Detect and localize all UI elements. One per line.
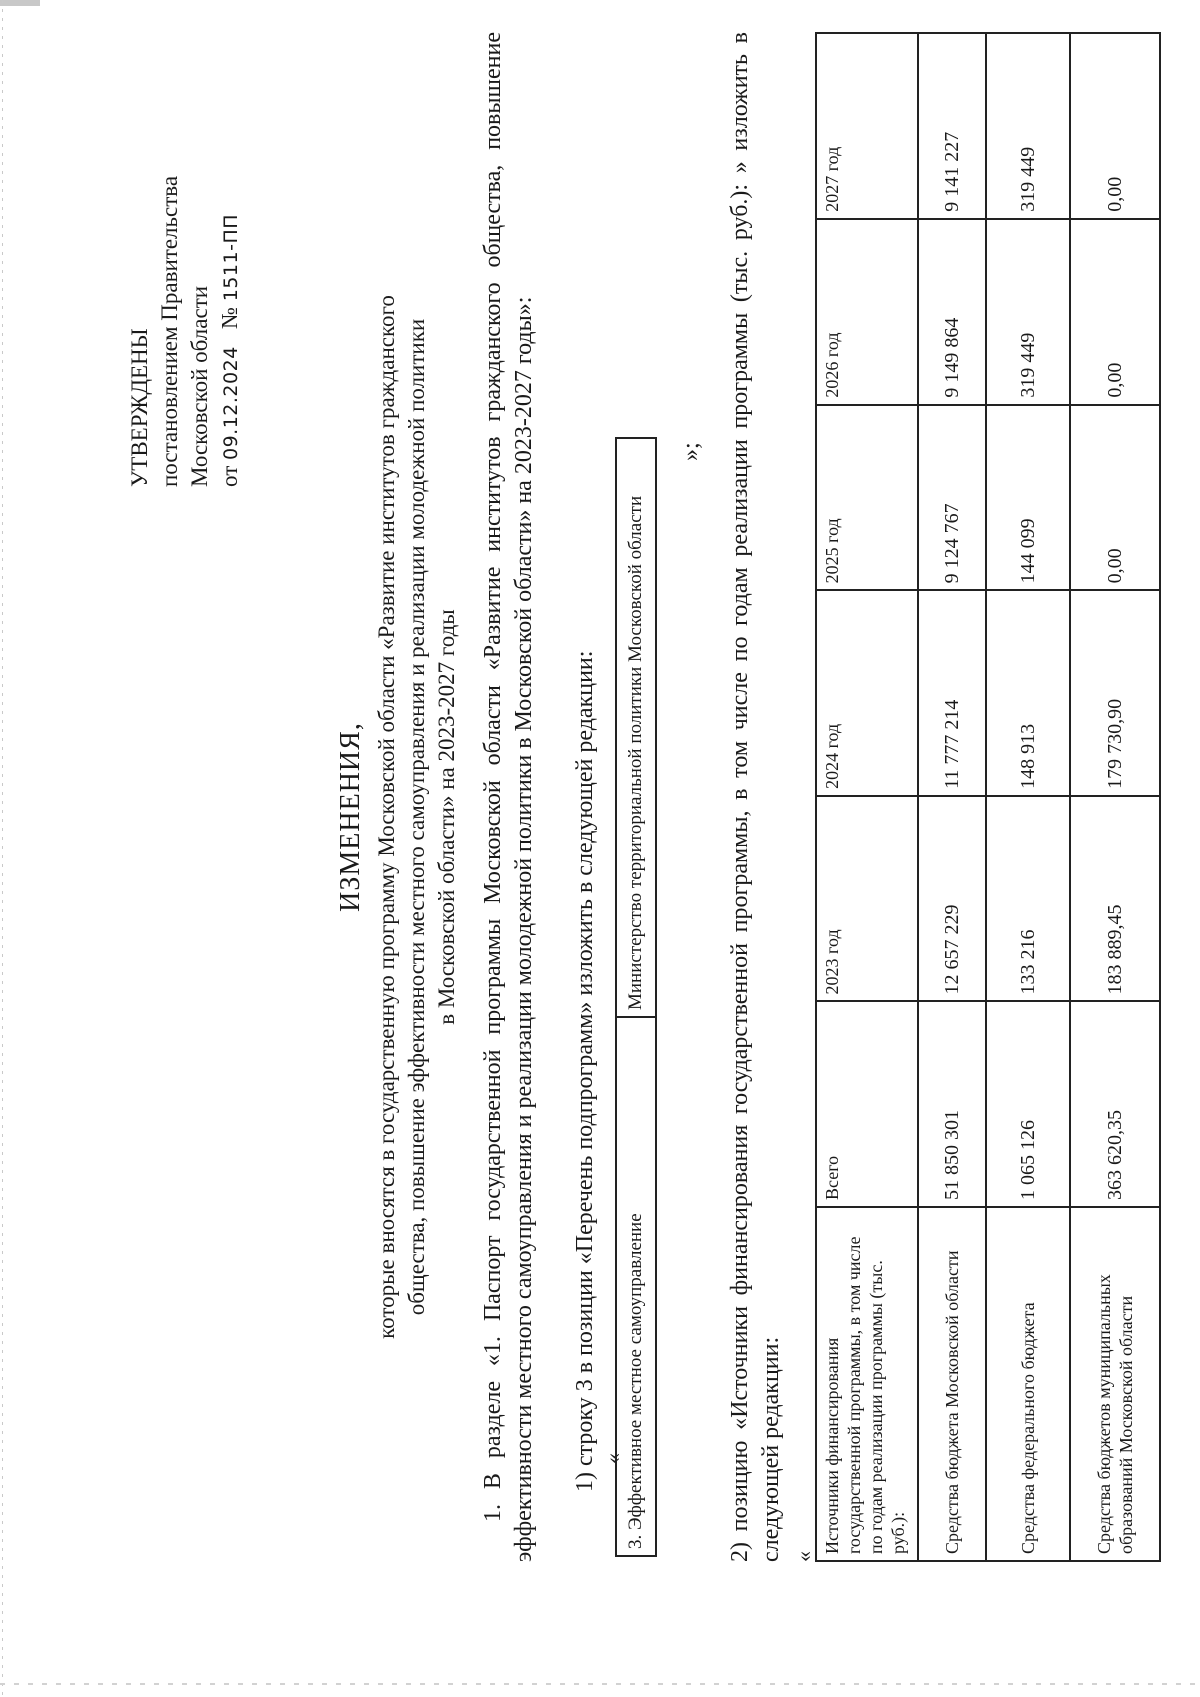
financing-table [815,32,1161,1562]
approval-line-3: Московской области [187,285,212,487]
header-total: Всего [816,1001,918,1207]
approval-line-1: УТВЕРЖДЕНЫ [127,328,152,487]
row-value-2023: 133 216 [986,796,1070,1002]
row-value-2025: 0,00 [1070,405,1160,591]
approval-line-2: постановлением Правительства [157,175,182,487]
row-value-2023: 183 889,45 [1070,796,1160,1002]
item-1-text: 1) строку 3 в позиции «Перечень подпрограмм» изложить в следующей редакции: [572,650,598,1492]
row-value-2027: 0,00 [1070,33,1160,219]
table-row [918,33,986,1561]
table-row [986,33,1070,1561]
quote-open-2: « [791,1551,816,1562]
document-subtitle [372,57,462,1577]
table-row [616,438,656,1556]
row-source-label: Средства бюджета Московской области [918,1207,986,1561]
header-2026: 2026 год [816,219,918,405]
subprogram-ministry-cell: Министерство территориальной политики Московской области [616,438,656,1017]
row-source-label: Средства федерального бюджета [986,1207,1070,1561]
approval-stamp [125,176,246,487]
row-value-2025: 9 124 767 [918,405,986,591]
approval-number: 1511-ПП [220,213,242,302]
row-value-2026: 9 149 864 [918,219,986,405]
table-header-row [816,33,918,1561]
section-1-paragraph [478,32,540,1562]
table-row [1070,33,1160,1561]
row-value-total: 363 620,35 [1070,1001,1160,1207]
row-value-2023: 12 657 229 [918,796,986,1002]
row-value-total: 51 850 301 [918,1001,986,1207]
row-value-total: 1 065 126 [986,1001,1070,1207]
row-value-2024: 148 913 [986,590,1070,796]
subtitle-line-2: общества, повышение эффективности местного самоуправления и реализации молодежной политики [404,318,429,1316]
header-2025: 2025 год [816,405,918,591]
item-2-paragraph [725,32,787,1562]
row-value-2025: 144 099 [986,405,1070,591]
quote-close-1: »; [678,442,704,461]
document-title: ИЗМЕНЕНИЯ, [335,722,366,912]
row-value-2027: 319 449 [986,33,1070,219]
header-sources: Источники финансирования государственной программы, в том числе по годам реализации программы (тыс. руб.): [816,1207,918,1561]
approval-date-line [215,176,246,487]
header-2024: 2024 год [816,590,918,796]
approval-date-prefix: от [217,465,242,487]
subtitle-line-3: в Московской области» на 2023-2027 годы [434,609,459,1025]
subprogram-table [615,437,657,1557]
approval-date: 09.12.2024 [220,346,242,460]
row-value-2026: 319 449 [986,219,1070,405]
row-value-2024: 179 730,90 [1070,590,1160,796]
item-2-text: 2) позицию «Источники финансирования государственной программы, в том числе по годам реализации программы (тыс. руб.): » изложить в следующей редакции: [727,32,784,1562]
header-2027: 2027 год [816,33,918,219]
section-1-text: 1. В разделе «1. Паспорт государственной программы Московской области «Развитие институтов гражданского общества, повышение эффективности местного самоуправления и реализации молодежной политики в Московской области» на 2023-2027 годы»: [480,32,537,1562]
row-value-2026: 0,00 [1070,219,1160,405]
subprogram-name-cell: 3. Эффективное местное самоуправление [616,1017,656,1556]
approval-number-prefix: № [217,307,242,329]
quote-open-1: « [600,1453,625,1464]
row-source-label: Средства бюджетов муниципальных образований Московской области [1070,1207,1160,1561]
row-value-2024: 11 777 214 [918,590,986,796]
subtitle-line-1: которые вносятся в государственную программу Московской области «Развитие институтов гражданского [374,295,399,1339]
row-value-2027: 9 141 227 [918,33,986,219]
header-2023: 2023 год [816,796,918,1002]
